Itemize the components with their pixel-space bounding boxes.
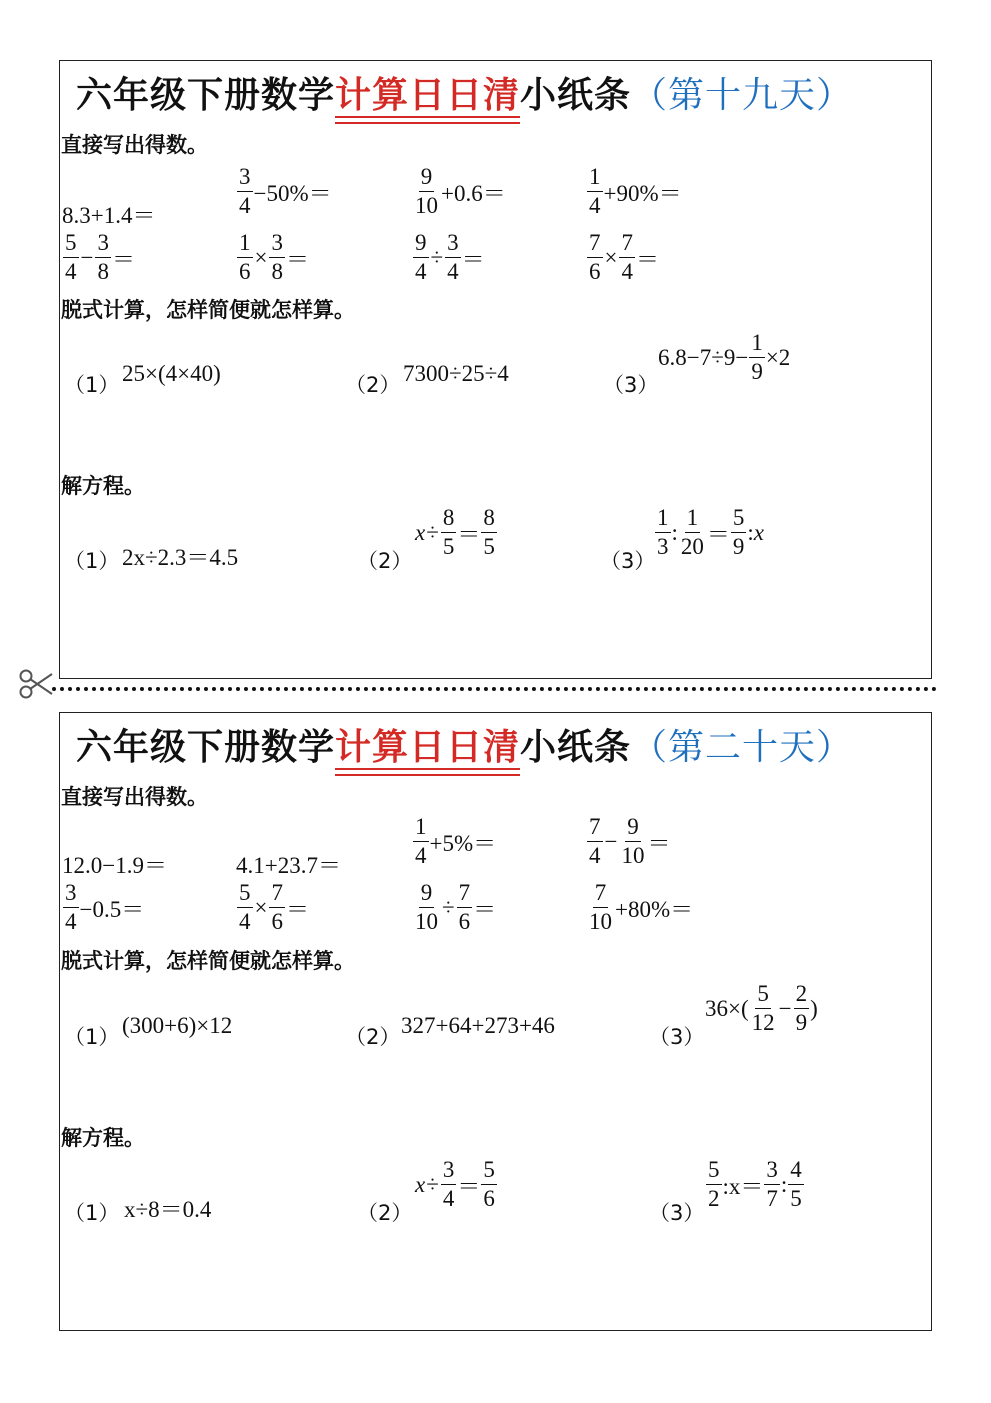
equation-3: 5 2 :x＝ 3 7 : 4 5 xyxy=(708,1157,802,1211)
problem-a1: 8.3+1.4＝ xyxy=(62,203,156,228)
problem-b1: 3 4 −0.5＝ xyxy=(65,880,145,934)
label-1: （1） xyxy=(64,1025,120,1049)
title-text: 六年级下册数学 xyxy=(76,727,336,768)
label-3: （3） xyxy=(649,1201,705,1225)
title-text-2: 小纸条 xyxy=(520,727,632,768)
problem-a3: 1 4 +5%＝ xyxy=(415,814,497,868)
section-direct-answer: 直接写出得数。 xyxy=(61,133,208,157)
title-text: 六年级下册数学 xyxy=(76,75,336,116)
equation-1: 2x÷2.3＝4.5 xyxy=(122,545,239,570)
title-text-2: 小纸条 xyxy=(520,75,632,116)
calc-1: 25×(4×40) xyxy=(122,361,221,386)
page-title xyxy=(76,719,853,770)
worksheet-day-19 xyxy=(59,60,932,679)
title-day: （第十九天） xyxy=(631,75,854,116)
calc-2: 327+64+273+46 xyxy=(401,1013,555,1038)
worksheet-day-20 xyxy=(59,712,932,1331)
equation-1: x÷8＝0.4 xyxy=(124,1197,212,1222)
calc-3: 36×( 5 12 − $\frac{2}{9}$ ) xyxy=(705,981,818,1035)
problem-b4: $\frac{7}{6}$ × $\frac{7}{4}$ ＝ xyxy=(589,230,659,284)
section-step-calc: 脱式计算，怎样简便就怎样算。 xyxy=(61,949,355,973)
problem-b2: $\frac{5}{4}$ × $\frac{7}{6}$ ＝ xyxy=(239,880,309,934)
section-step-calc: 脱式计算，怎样简便就怎样算。 xyxy=(61,298,355,322)
label-2: （2） xyxy=(357,1201,413,1225)
title-highlight: 计算日日清 xyxy=(335,719,520,770)
page-title xyxy=(76,67,853,118)
equation-3: 1 3 : 1 20 ＝ 5 9 : x xyxy=(657,505,764,559)
problem-b2: $\frac{1}{6}$ × $\frac{3}{8}$ ＝ xyxy=(239,230,309,284)
problem-b3: $\frac{9}{4}$ ÷ $\frac{3}{4}$ ＝ xyxy=(415,230,485,284)
label-3: （3） xyxy=(600,549,656,573)
section-solve: 解方程。 xyxy=(61,1126,145,1150)
label-1: （1） xyxy=(64,1201,120,1225)
label-3: （3） xyxy=(649,1025,705,1049)
label-3: （3） xyxy=(603,373,659,397)
title-day: （第二十天） xyxy=(631,727,854,768)
cut-line xyxy=(52,687,937,691)
title-highlight: 计算日日清 xyxy=(335,67,520,118)
problem-a4: 1 4 +90%＝ xyxy=(589,164,682,218)
problem-a3: 9 10 +0.6＝ xyxy=(415,164,506,218)
problem-a2: 4.1+23.7＝ xyxy=(236,853,341,878)
label-2: （2） xyxy=(345,1025,401,1049)
label-1: （1） xyxy=(64,373,120,397)
label-2: （2） xyxy=(345,373,401,397)
fraction: 3 4 xyxy=(239,164,251,218)
problem-a2: 3 4 −50%＝ xyxy=(239,164,332,218)
problem-a4: 7 4 − $\frac{9}{10}$ ＝ xyxy=(589,814,671,868)
problem-a1: 12.0−1.9＝ xyxy=(62,853,167,878)
calc-2: 7300÷25÷4 xyxy=(403,361,509,386)
calc-1: (300+6)×12 xyxy=(122,1013,233,1038)
label-2: （2） xyxy=(357,549,413,573)
section-direct-answer: 直接写出得数。 xyxy=(61,785,208,809)
problem-b1: 5 4 − $\frac{3}{8}$ ＝ xyxy=(65,230,135,284)
problem-b4: 7 10 +80%＝ xyxy=(589,880,694,934)
scissors-icon xyxy=(18,667,54,701)
calc-3: 6.8−7÷9− $\frac{1}{9}$ ×2 xyxy=(658,330,791,384)
equation-2: x ÷ $\frac{8}{5}$ ＝ 8 5 xyxy=(415,505,495,559)
label-1: （1） xyxy=(64,549,120,573)
equation-2: x ÷ $\frac{3}{4}$ ＝ 5 6 xyxy=(415,1157,495,1211)
problem-b3: $\frac{9}{10}$ ÷ $\frac{7}{6}$ ＝ xyxy=(415,880,497,934)
section-solve: 解方程。 xyxy=(61,474,145,498)
